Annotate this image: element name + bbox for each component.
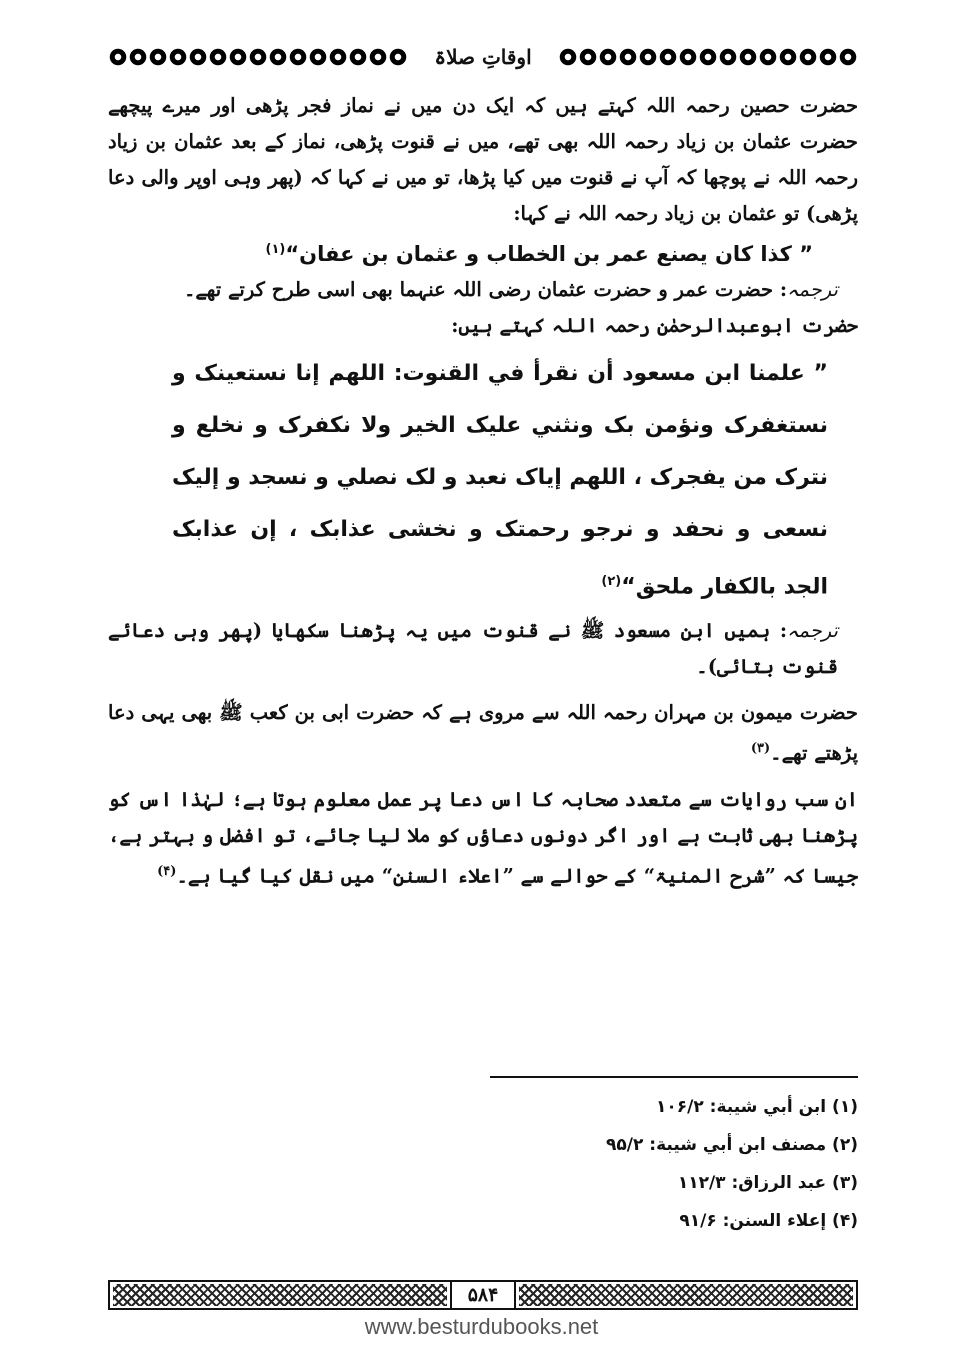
main-text [108, 88, 858, 894]
translation-1 [108, 272, 858, 308]
header-ornament-left [108, 45, 408, 69]
paragraph-4-text: ان سب روایات سے متعدد صحابہ کا اس دعا پر عمل معلوم ہوتا ہے؛ لہٰذا اس کو پڑھنا بھی ثابت ہے اور اگر دونوں دعاؤں کو ملا لیا جائے، تو افضل و بہتر ہے، جیسا کہ ”شرح المنیۃ“ کے حوالے سے ”اعلاء السنن“ میں نقل کیا گیا ہے۔ [108, 787, 858, 888]
paragraph-3-text: حضرت میمون بن مہران رحمہ اللہ سے مروی ہے کہ حضرت ابی بن کعب ﷺ بھی یہی دعا پڑھتے تھے۔ [108, 701, 858, 765]
footer-ornament-right [519, 1284, 853, 1306]
website-watermark: www.besturdubooks.net [364, 1314, 599, 1339]
footnote-ref-1: (۱) [265, 242, 286, 257]
footnote-item: (۴) إعلاء السنن: ۹۱/۶ [679, 1211, 858, 1231]
translation-2 [108, 613, 858, 685]
header-ornament-right [558, 45, 858, 69]
translation-label: ترجمہ [787, 278, 838, 301]
translation-1-text: : حضرت عمر و حضرت عثمان رضی اللہ عنہما بھی اسی طرح کرتے تھے۔ [183, 278, 788, 301]
footnote-ref-3: (۳) [750, 741, 771, 757]
page-header [108, 40, 858, 74]
arabic-quote-2 [108, 348, 858, 613]
paragraph-3 [108, 695, 858, 772]
paragraph-2: حضرت ابوعبدالرحمٰن رحمہ اللہ کہتے ہیں: [451, 314, 858, 337]
translation-2-text: : ہمیں ابن مسعود ﷺ نے قنوت میں یہ پڑھنا سکھایا (پھر وہی دعائے قنوت بتائی)۔ [108, 619, 838, 679]
arabic-quote-1 [108, 232, 858, 272]
footnotes [528, 1088, 858, 1240]
footnote-ref-4: (۴) [157, 863, 177, 879]
footnote-item: (۳) عبد الرزاق: ۱۱۲/۳ [677, 1173, 858, 1193]
footer-ornament-left [113, 1284, 447, 1306]
footnote-item: (۱) ابن أبي شيبة: ۱۰۶/۲ [656, 1097, 858, 1117]
footnote-item: (۲) مصنف ابن أبي شيبة: ۹۵/۲ [606, 1135, 858, 1155]
footnote-divider [490, 1076, 858, 1078]
page-footer [108, 1280, 858, 1310]
running-title: اوقاتِ صلاۃ [434, 45, 532, 69]
arabic-quote-1-text: ” كذا كان يصنع عمر بن الخطاب و عثمان بن عفان“ [285, 242, 813, 266]
paragraph-4 [108, 782, 858, 895]
translation-label: ترجمہ [787, 619, 838, 643]
footnote-ref-2: (۲) [601, 574, 622, 589]
page-number: ۵۸۴ [450, 1282, 516, 1308]
paragraph-1: حضرت حصین رحمہ اللہ کہتے ہیں کہ ایک دن میں نے نماز فجر پڑھی اور میرے پیچھے حضرت عثمان بن زیاد رحمہ اللہ بھی تھے، میں نے قنوت پڑھی، نماز کے بعد عثمان بن زیاد رحمہ اللہ نے پوچھا کہ آپ نے قنوت میں کیا پڑھا، تو میں نے کہا کہ (پھر وہی اوپر والی دعا پڑھی) تو عثمان بن زیاد رحمہ اللہ نے کہا: [108, 94, 858, 225]
arabic-quote-2-text: ” علمنا ابن مسعود أن نقرأ في القنوت: اللهم إنا نستعينک و نستغفرک ونؤمن بک ونثني عليک الخير ولا نكفرک و نخلع و نترک من يفجرک ، اللهم إياک نعبد و لک نصلي و نسجد و إليک نسعى و نحفد و نرجو رحمتک و نخشى عذابک ، إن عذابک الجد بالكفار ملحق“ [172, 361, 828, 600]
